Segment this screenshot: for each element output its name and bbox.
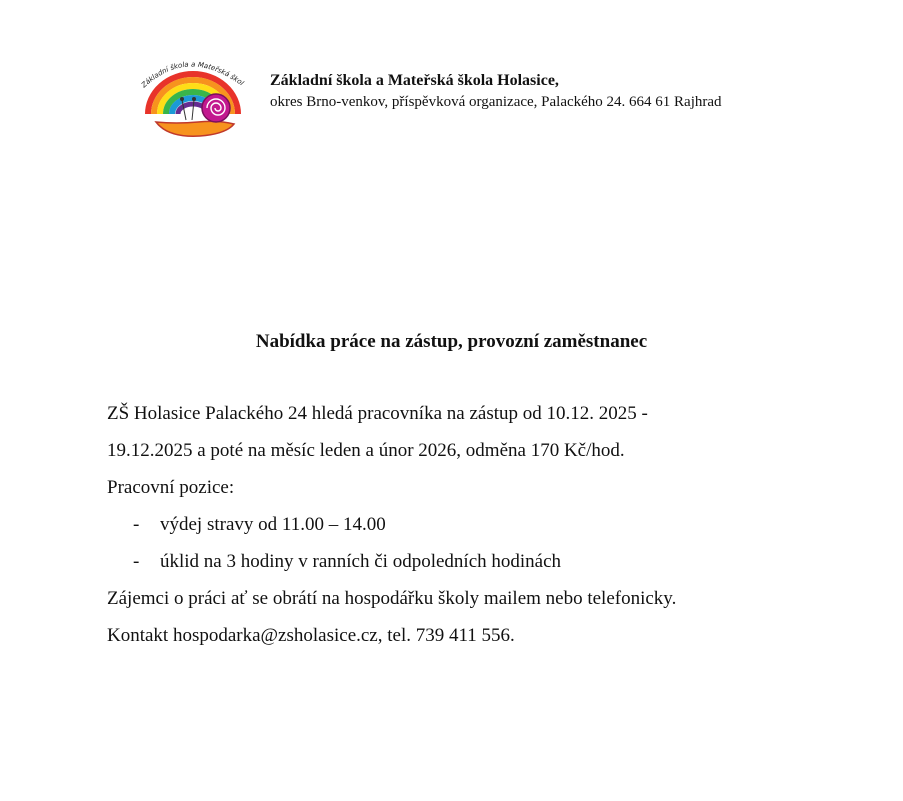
list-item xyxy=(107,506,807,543)
school-address: okres Brno-venkov, příspěvková organizace, Palackého 24. 664 61 Rajhrad xyxy=(270,94,722,110)
positions-heading: Pracovní pozice: xyxy=(107,477,235,498)
list-item-text: výdej stravy od 11.00 – 14.00 xyxy=(160,514,386,535)
list-item-text: úklid na 3 hodiny v ranních či odpoledních hodinách xyxy=(160,551,562,572)
logo-arc-text: Základní škola a Mateřská škol xyxy=(140,60,246,90)
document-body xyxy=(107,395,807,654)
paragraph-line: 19.12.2025 a poté na měsíc leden a únor 2026, odměna 170 Kč/hod. xyxy=(107,440,625,461)
contact-paragraph: Zájemci o práci ať se obrátí na hospodářku školy mailem nebo telefonicky. xyxy=(107,588,677,609)
document-title: Nabídka práce na zástup, provozní zaměstnanec xyxy=(255,331,648,352)
rainbow-snail-icon xyxy=(138,50,248,142)
paragraph-line: ZŠ Holasice Palackého 24 hledá pracovníka na zástup od 10.12. 2025 - xyxy=(107,403,648,424)
school-name: Základní škola a Mateřská škola Holasice, xyxy=(270,72,559,89)
contact-line: Kontakt hospodarka@zsholasice.cz, tel. 739 411 556. xyxy=(107,625,515,646)
list-item xyxy=(107,543,807,580)
bullet-marker: - xyxy=(133,514,140,535)
school-logo xyxy=(138,50,248,142)
bullet-marker: - xyxy=(133,551,140,572)
